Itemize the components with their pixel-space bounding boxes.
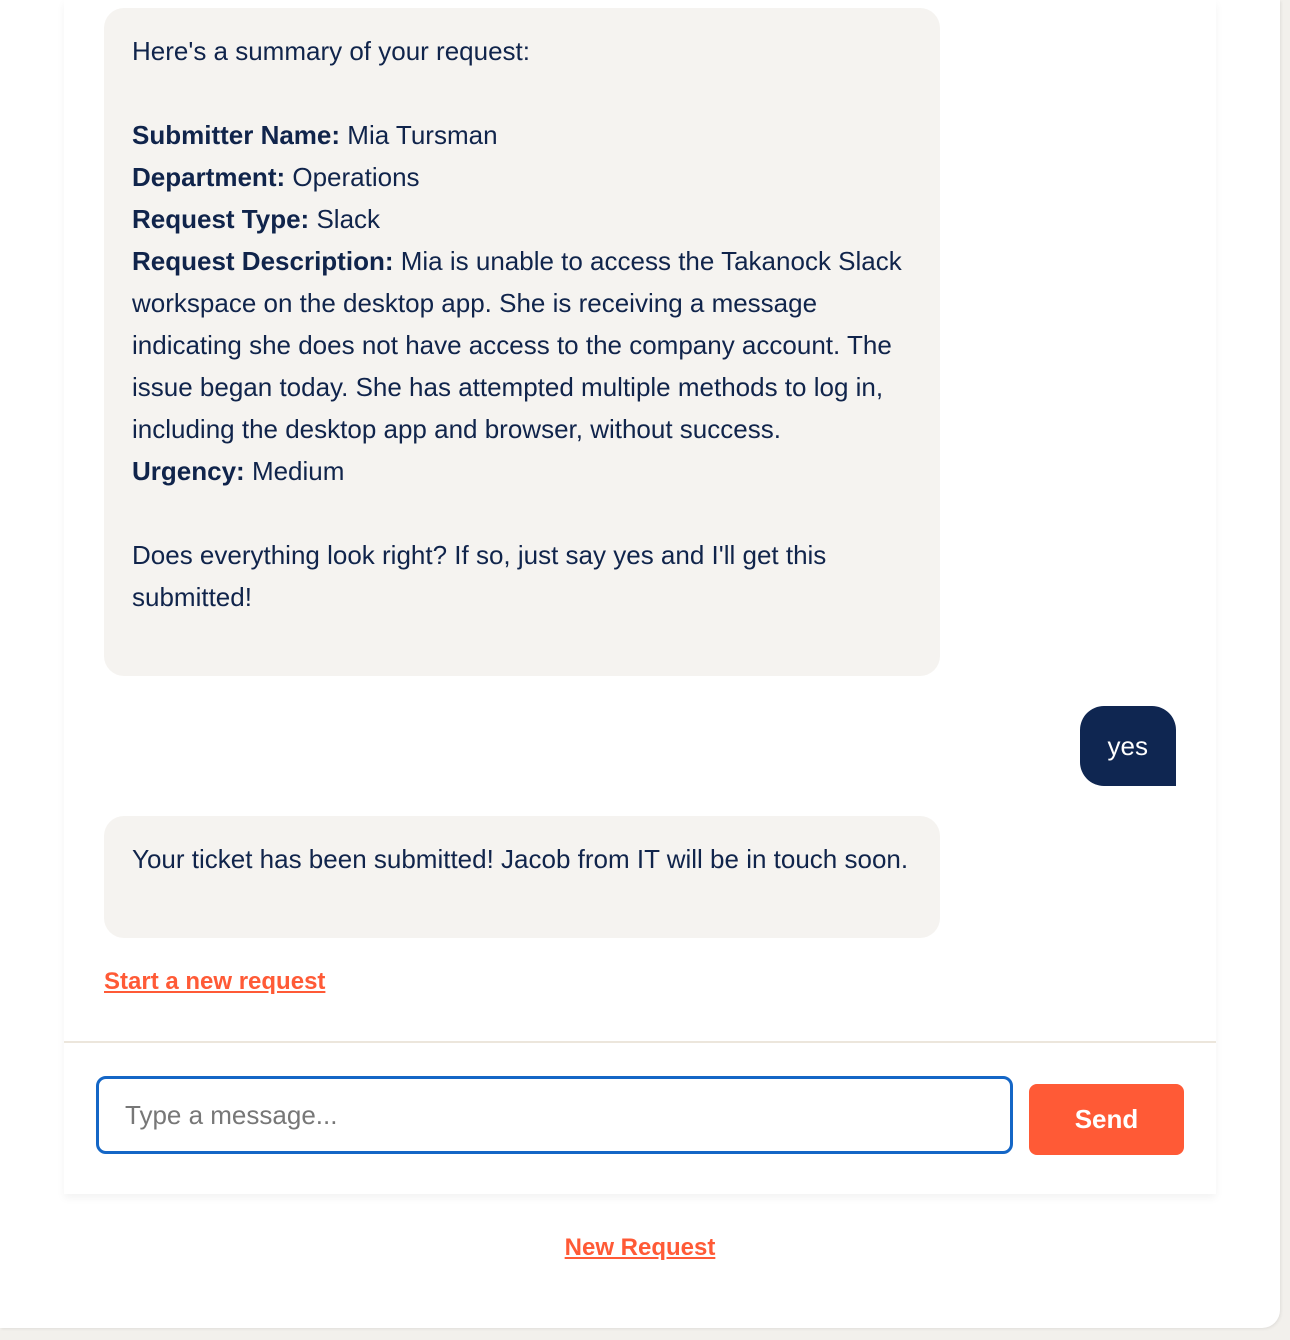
summary-field-urgency [132,450,912,492]
assistant-message-confirmation: Your ticket has been submitted! Jacob from IT will be in touch soon. [104,816,940,938]
field-value: Medium [251,456,345,486]
summary-field-description [132,240,912,450]
send-button[interactable]: Send [1029,1084,1184,1155]
field-label: Request Description: [132,246,394,276]
field-label: Department: [132,162,286,192]
user-message: yes [1080,706,1176,786]
new-request-link[interactable]: New Request [564,1234,716,1261]
assistant-message-summary [104,8,940,676]
message-composer [64,1043,1216,1194]
summary-intro: Here's a summary of your request: [132,36,530,66]
field-label: Submitter Name: [132,120,341,150]
summary-outro: Does everything look right? If so, just say yes and I'll get this submitted! [132,540,827,612]
message-input[interactable] [96,1076,1013,1154]
summary-field-request-type [132,198,912,240]
field-value: Slack [316,204,381,234]
field-value: Mia Tursman [347,120,498,150]
summary-field-submitter [132,114,912,156]
field-value: Mia is unable to access the Takanock Slack workspace on the desktop app. She is receiving a message indicating she does not have access to the company account. The issue began today. She has attempted multiple methods to log in, including the desktop app and browser, without success. [132,246,902,444]
chat-panel [64,0,1216,1194]
field-label: Request Type: [132,204,310,234]
field-value: Operations [292,162,420,192]
message-list [64,0,1216,1042]
field-label: Urgency: [132,456,245,486]
start-new-request-link[interactable]: Start a new request [104,968,326,995]
summary-field-department [132,156,912,198]
